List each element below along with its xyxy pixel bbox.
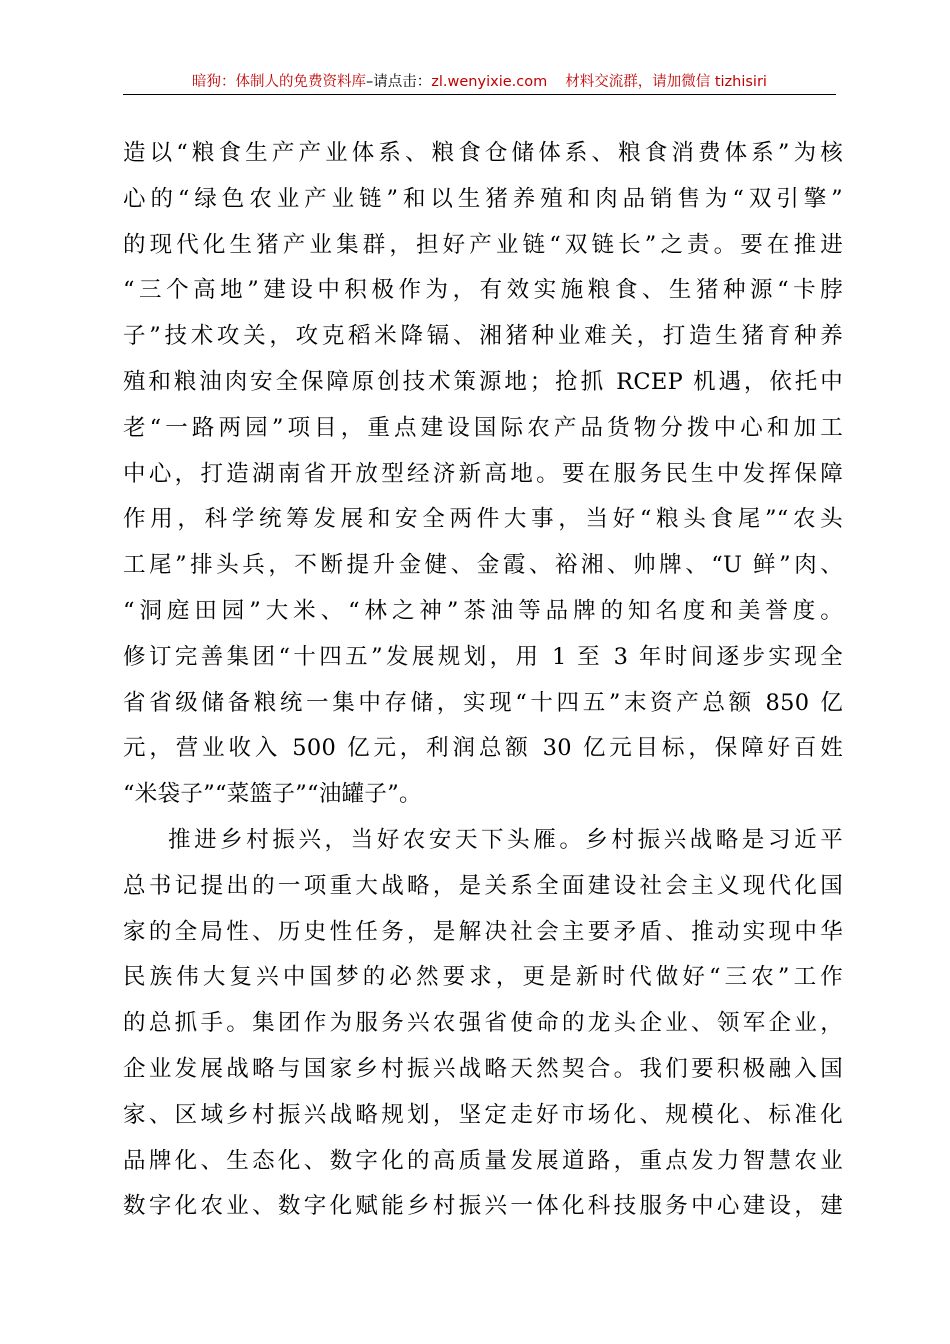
- text-line: 的总抓手。集团作为服务兴农强省使命的龙头企业、领军企业，: [123, 1010, 843, 1037]
- header-contact: 材料交流群，请加微信 tizhisiri: [565, 74, 767, 90]
- text-line: 作用，科学统筹发展和安全两件大事，当好“粮头食尾”“农头: [123, 506, 843, 533]
- header-link-url[interactable]: zl.wenyixie.com: [431, 74, 548, 90]
- text-line: “三个高地”建设中积极作为，有效实施粮食、生猪种源“卡脖: [123, 277, 843, 304]
- text-line: 殖和粮油肉安全保障原创技术策源地；抢抓 RCEP 机遇，依托中: [123, 368, 843, 395]
- text-line: 企业发展战略与国家乡村振兴战略天然契合。我们要积极融入国: [123, 1055, 843, 1082]
- text-line: 子”技术攻关，攻克稻米降镉、湘猪种业难关，打造生猪育种养: [123, 323, 843, 350]
- text-line: 元，营业收入 500 亿元，利润总额 30 亿元目标，保障好百姓: [123, 735, 843, 762]
- text-line: “米袋子”“菜篮子”“油罐子”。: [123, 781, 422, 808]
- text-line: 省省级储备粮统一集中存储，实现“十四五”末资产总额 850 亿: [123, 689, 843, 716]
- text-line: 品牌化、生态化、数字化的高质量发展道路，重点发力智慧农业: [123, 1147, 843, 1174]
- text-line: 数字化农业、数字化赋能乡村振兴一体化科技服务中心建设，建: [123, 1193, 843, 1220]
- text-line: 的现代化生猪产业集群，担好产业链“双链长”之责。要在推进: [123, 231, 843, 258]
- text-line: 工尾”排头兵，不断提升金健、金霞、裕湘、帅牌、“U 鲜”肉、: [123, 552, 843, 579]
- text-line: 心的“绿色农业产业链”和以生猪养殖和肉品销售为“双引擎”: [123, 185, 843, 212]
- text-line: 推进乡村振兴，当好农安天下头雁。乡村振兴战略是习近平: [168, 826, 843, 853]
- paragraph-2: [123, 818, 843, 1230]
- text-line: 修订完善集团“十四五”发展规划，用 1 至 3 年时间逐步实现全: [123, 643, 843, 670]
- header-link-prefix: –请点击：: [366, 74, 432, 90]
- text-line: 总书记提出的一项重大战略，是关系全面建设社会主义现代化国: [123, 872, 843, 899]
- paragraph-1: [123, 131, 843, 818]
- page-header: [123, 72, 836, 95]
- document-body: [123, 131, 843, 1230]
- text-line: 家、区域乡村振兴战略规划，坚定走好市场化、规模化、标准化: [123, 1101, 843, 1128]
- text-line: 老“一路两园”项目，重点建设国际农产品货物分拨中心和加工: [123, 414, 843, 441]
- text-line: 家的全局性、历史性任务，是解决社会主要矛盾、推动实现中华: [123, 918, 843, 945]
- text-line: “洞庭田园”大米、“林之神”茶油等品牌的知名度和美誉度。: [123, 597, 843, 624]
- text-line: 造以“粮食生产产业体系、粮食仓储体系、粮食消费体系”为核: [123, 140, 843, 166]
- header-brand: 暗狗：体制人的免费资料库: [192, 74, 367, 90]
- text-line: 民族伟大复兴中国梦的必然要求，更是新时代做好“三农”工作: [123, 964, 843, 991]
- text-line: 中心，打造湖南省开放型经济新高地。要在服务民生中发挥保障: [123, 460, 843, 487]
